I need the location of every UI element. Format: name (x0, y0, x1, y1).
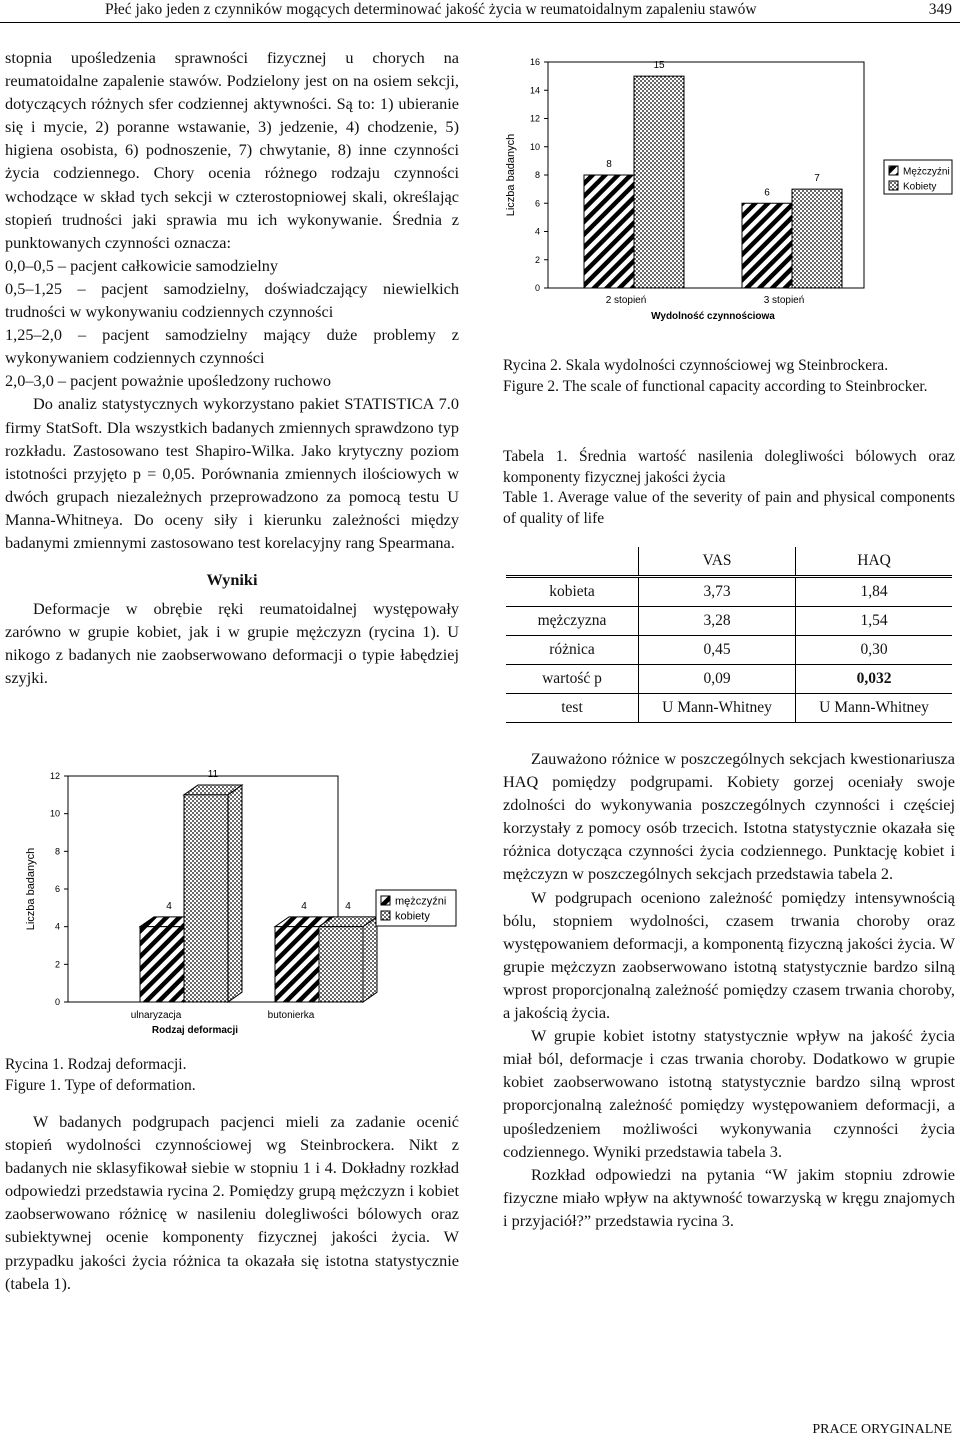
table1-caption (503, 447, 955, 529)
right-column (503, 747, 955, 1232)
scale-item: 0,5–1,25 – pacjent samodzielny, doświadczający niewielkich trudności w wykonywaniu codziennych czynności (5, 278, 459, 322)
table-cell: 3,73 (639, 577, 796, 607)
figure2-caption-en: Figure 2. The scale of functional capacity according to Steinbrocker. (503, 377, 928, 395)
x-axis-label: Rodzaj deformacji (151, 1025, 239, 1036)
section-heading: Wyniki (206, 570, 258, 590)
legend-entry: Mężczyźni (903, 166, 950, 178)
x-tick-label: 3 stopień (763, 295, 805, 306)
table-header-cell: VAS (639, 547, 796, 577)
table-cell: test (506, 694, 639, 723)
y-tick-label: 2 (54, 959, 60, 970)
table-header-cell (506, 547, 639, 577)
table1 (506, 547, 952, 723)
figure1-caption (5, 1055, 196, 1096)
paragraph: W grupie kobiet istotny statystycznie wpływ na jakość życia miał ból, deformacje i czas trwania choroby. Dodatkowo w grupie kobiet zaobserwowano istotną statystycznie bardzo silną wprost proporcjonalną zależność pomiędzy występowaniem deformacji, a upośledzeniem możliwości wykonywania czynności życia codziennego. Wyniki przedstawia tabela 3. (503, 1026, 955, 1161)
table-cell: U Mann-Whitney (796, 694, 952, 723)
table-cell: 0,09 (639, 665, 796, 694)
paragraph: stopnia upośledzenia sprawności fizycznej u chorych na reumatoidalne zapalenie stawów. Podzielony jest on na osiem sekcji, dotyczących różnych sfer codziennej aktywności. Są to: 1) ubieranie się i mycie, 2) poranne wstawanie, 3) jedzenie, 4) chodzenie, 5) higiena osobista, 6) podnoszenie, 7) chwytanie, 8) inne czynności życia codziennego. Chory ocenia różnego rodzaju czynności wchodzące w skład tych sekcji w czterostopniowej skali, określając stopień trudności jaki sprawia mu ich wykonywanie. Średnia z punktowanych czynności oznacza: (5, 48, 459, 252)
table-cell: wartość p (506, 665, 639, 694)
paragraph: W podgrupach oceniono zależność pomiędzy intensywnością bólu, stopniem wydolności, czasem trwania choroby oraz występowaniem deformacji, a komponentą fizyczną jakości życia. W grupie mężczyzn zaobserwowano istotną statystycznie bardzo silną wprost proporcjonalną zależność pomiędzy czasem trwania choroby, a jakością życia. (503, 887, 955, 1023)
legend-entry: mężczyźni (395, 895, 447, 908)
legend-swatch (889, 166, 898, 175)
table-cell: U Mann-Whitney (639, 694, 796, 723)
y-axis-label: Liczba badanych (25, 847, 37, 931)
bar (275, 927, 319, 1002)
table-row (506, 607, 952, 636)
table1-caption-en: Table 1. Average value of the severity of pain and physical components of quality of life (503, 489, 955, 527)
bar (792, 189, 842, 288)
y-tick-label: 6 (54, 884, 60, 894)
x-axis-label: Wydolność czynnościowa (651, 311, 775, 322)
data-label: 15 (653, 60, 665, 72)
bar (140, 927, 184, 1002)
y-tick-label: 10 (529, 141, 540, 152)
y-tick-label: 10 (49, 808, 60, 819)
table1-caption-pl: Tabela 1. Średnia wartość nasilenia dolegliwości bólowych oraz komponenty fizycznej jakości życia (503, 448, 955, 486)
table-cell: 3,28 (639, 607, 796, 636)
left-column-bottom (5, 1110, 459, 1295)
data-label: 6 (764, 187, 770, 199)
left-column (5, 46, 459, 690)
bar (184, 795, 228, 1002)
table-cell: 0,45 (639, 636, 796, 665)
y-tick-label: 4 (54, 921, 60, 932)
figure2-caption (503, 356, 955, 397)
table-cell: mężczyzna (506, 607, 639, 636)
paragraph: W badanych podgrupach pacjenci mieli za zadanie ocenić stopień wydolności czynnościowej wg Steinbrockera. Nikt z badanych nie sklasyfikował siebie w stopniu 1 i 4. Dokładny rozkład odpowiedzi przedstawia rycina 2. Pomiędzy grupą mężczyzn i kobiet zaobserwowano różnicę w nasileniu dolegliwości bólowych oraz subiektywnej ocenie komponenty fizycznej jakości życia. W przypadku jakości życia różnica ta okazała się istotna statystycznie (tabela 1). (5, 1112, 459, 1293)
legend-swatch (381, 911, 390, 920)
figure1-caption-en: Figure 1. Type of deformation. (5, 1076, 196, 1094)
footer-label: PRACE ORYGINALNE (812, 1422, 952, 1437)
bar (742, 203, 792, 288)
figure1-chart (20, 768, 460, 1043)
y-tick-label: 12 (529, 113, 540, 124)
table-row (506, 694, 952, 723)
data-label: 8 (606, 159, 612, 170)
x-tick-label: butonierka (267, 1010, 315, 1021)
y-axis-label: Liczba badanych (505, 133, 517, 217)
table-cell: 0,30 (796, 636, 952, 665)
data-label: 11 (207, 769, 219, 781)
data-label: 4 (166, 900, 172, 912)
paragraph: Zauważono różnice w poszczególnych sekcjach kwestionariusza HAQ pomiędzy podgrupami. Kobiety gorzej oceniały swoje zdolności do wykonywania poszczególnych czynności i częściej korzystały z pomocy osób trzecich. Istotna statystycznie okazała się różnica dotycząca czynności życia codziennego. Punktację kobiet i mężczyzn w poszczególnych sekcjach przedstawia tabela 2. (503, 749, 955, 884)
table-cell: 1,84 (796, 577, 952, 607)
y-tick-label: 8 (54, 846, 60, 857)
x-tick-label: 2 stopień (605, 295, 647, 306)
scale-item: 1,25–2,0 – pacjent samodzielny mający duże problemy z wykonywaniem codziennych czynności (5, 325, 459, 368)
y-tick-label: 0 (534, 283, 540, 293)
legend-entry: Kobiety (903, 181, 937, 193)
page-number: 349 (928, 1, 952, 18)
y-tick-label: 12 (49, 771, 60, 781)
figure1-caption-pl: Rycina 1. Rodzaj deformacji. (5, 1056, 187, 1073)
paragraph: Rozkład odpowiedzi na pytania “W jakim stopniu zdrowie fizyczne miało wpływ na aktywność towarzyską w kręgu znajomych i przyjaciół?” przedstawia rycina 3. (503, 1164, 955, 1230)
y-tick-label: 0 (54, 997, 60, 1007)
table-row (506, 636, 952, 665)
bar (319, 927, 363, 1002)
figure2-caption-pl: Rycina 2. Skala wydolności czynnościowej wg Steinbrockera. (503, 357, 889, 374)
scale-item: 0,0–0,5 – pacjent całkowicie samodzielny (5, 255, 279, 275)
table-row (506, 665, 952, 694)
figure2-chart (500, 48, 958, 338)
running-title: Płeć jako jeden z czynników mogących determinować jakość życia w reumatoidalnym zapaleniu stawów (105, 1, 757, 18)
y-tick-label: 16 (529, 57, 540, 67)
bar (634, 76, 684, 288)
scale-item: 2,0–3,0 – pacjent poważnie upośledzony ruchowo (5, 371, 331, 391)
y-tick-label: 4 (534, 226, 540, 237)
bar (584, 175, 634, 288)
y-tick-label: 8 (534, 170, 540, 180)
paragraph: Deformacje w obrębie ręki reumatoidalnej występowały zarówno w grupie kobiet, jak i w grupie mężczyzn (rycina 1). U nikogo z badanych nie zaobserwowano deformacji o typie łabędziej szyjki. (5, 599, 459, 688)
table-cell: 1,54 (796, 607, 952, 636)
bar-side (363, 917, 377, 1002)
table-cell: różnica (506, 636, 639, 665)
data-label: 4 (345, 900, 351, 912)
x-tick-label: ulnaryzacja (130, 1010, 182, 1021)
table-header-row (506, 547, 952, 577)
y-tick-label: 6 (534, 198, 540, 209)
table-cell: kobieta (506, 577, 639, 607)
running-head (0, 0, 960, 23)
table-cell: 0,032 (796, 665, 952, 694)
table-row (506, 577, 952, 607)
table-header-cell: HAQ (796, 547, 952, 577)
y-tick-label: 14 (529, 85, 540, 96)
data-label: 4 (301, 900, 307, 912)
y-tick-label: 2 (534, 254, 540, 265)
legend-entry: kobiety (395, 910, 430, 923)
data-label: 7 (814, 173, 820, 185)
paragraph: Do analiz statystycznych wykorzystano pakiet STATISTICA 7.0 firmy StatSoft. Dla wszystkich badanych zmiennych sprawdzono typ rozkładu. Zastosowano test Shapiro-Wilka. Jako krytyczny poziom istotności przyjęto p = 0,05. Porównania zmiennych ilościowych w dwóch grupach niezależnych przeprowadzono za pomocą testu U Manna-Whitneya. Do oceny siły i kierunku zależności między badanymi zmiennymi zastosowano test korelacyjny rang Spearmana. (5, 394, 459, 552)
legend-swatch (889, 181, 898, 190)
bar-side (228, 785, 242, 1002)
legend-swatch (381, 896, 390, 905)
